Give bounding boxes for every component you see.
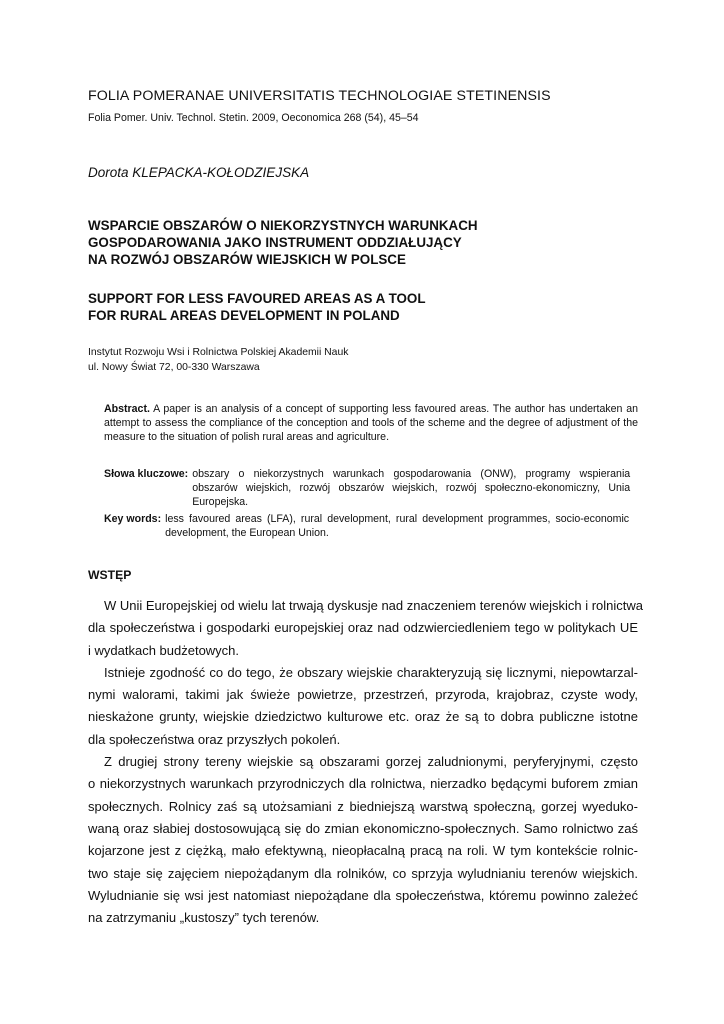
text-line: nieskażone grunty, wiejskie dziedzictwo kulturowe etc. oraz że są to dobra publiczne istotne [88, 709, 638, 725]
keywords-polish-label: Słowa kluczowe: [104, 468, 189, 480]
title-english-line: SUPPORT FOR LESS FAVOURED AREAS AS A TOOL [88, 291, 426, 306]
title-polish-line: NA ROZWÓJ OBSZARÓW WIEJSKICH W POLSCE [88, 252, 406, 267]
paragraph [88, 662, 638, 751]
keywords-polish-text: obszary o niekorzystnych warunkach gospodarowania (ONW), programy wspierania obszarów wiejskich, rozwój obszarów wiejskich, rozwój społeczno-ekonomiczny, Unia Europejska. [192, 468, 631, 508]
affiliation [88, 346, 348, 375]
text-line: W Unii Europejskiej od wielu lat trwają dyskusje nad znaczeniem terenów wiejskich i rolnictwa [104, 598, 644, 613]
text-line: kojarzone jest z ciężką, mało efektywną, nieopłacalną pracą na roli. W tym kontekście rolnic- [88, 843, 638, 859]
text-line: dla społeczeństwa oraz przyszłych pokoleń. [88, 731, 341, 747]
title-english [88, 290, 426, 324]
body-text [88, 595, 644, 929]
text-line: two staje się zajęciem niepożądanym dla rolników, co sprzyja wyludnianiu terenów wiejskich. [88, 865, 638, 881]
text-line: waną oraz słabiej dostosowującą się do zmian ekonomiczno-społecznych. Samo rolnictwo zaś [88, 820, 638, 836]
abstract [104, 402, 638, 444]
affiliation-line: Instytut Rozwoju Wsi i Rolnictwa Polskiej Akademii Nauk [88, 347, 349, 358]
section-heading: WSTĘP [88, 568, 132, 582]
title-polish-line: WSPARCIE OBSZARÓW O NIEKORZYSTNYCH WARUNKACH [88, 218, 478, 233]
text-line: społecznych. Rolnicy zaś są utożsamiani z biedniejszą warstwą społeczną, gorzej wyeduko- [88, 798, 638, 814]
affiliation-line: ul. Nowy Świat 72, 00-330 Warszawa [88, 361, 260, 373]
text-line: nymi walorami, takimi jak świeże powietrze, przestrzeń, przyroda, krajobraz, czyste wody, [88, 687, 638, 703]
author-name: Dorota KLEPACKA-KOŁODZIEJSKA [88, 165, 310, 180]
keywords-polish [104, 467, 638, 509]
title-polish [88, 217, 478, 268]
keywords-english-text: less favoured areas (LFA), rural development, rural development programmes, socio-economic development, the European Union. [165, 513, 630, 539]
journal-title: FOLIA POMERANAE UNIVERSITATIS TECHNOLOGIAE STETINENSIS [88, 88, 551, 104]
text-line: Wyludnianie się wsi jest natomiast niepożądane dla społeczeństwa, któremu powinno zależeć [88, 887, 638, 903]
title-polish-line: GOSPODAROWANIA JAKO INSTRUMENT ODDZIAŁUJĄCY [88, 235, 462, 250]
abstract-text: A paper is an analysis of a concept of supporting less favoured areas. The author has undertaken an attempt to assess the compliance of the conception and tools of the scheme and the degree of adjustment of the measure to the situation of polish rural areas and agriculture. [104, 403, 638, 443]
journal-reference: Folia Pomer. Univ. Technol. Stetin. 2009, Oeconomica 268 (54), 45–54 [88, 112, 419, 124]
text-line: Z drugiej strony tereny wiejskie są obszarami gorzej zaludnionymi, peryferyjnymi, często [104, 754, 638, 770]
text-line: o niekorzystnych warunkach przyrodniczych dla rolnictwa, nierzadko będącymi buforem zmian [88, 776, 638, 792]
keywords-english [104, 512, 638, 540]
paragraph [88, 751, 638, 929]
abstract-label: Abstract. [104, 403, 150, 415]
text-line: na zatrzymaniu „kustoszy” tych terenów. [88, 910, 320, 926]
text-line: i wydatkach budżetowych. [88, 642, 240, 658]
text-line: Istnieje zgodność co do tego, że obszary wiejskie charakteryzują się licznymi, niepowtarzal- [104, 664, 638, 680]
keywords-english-label: Key words: [104, 513, 162, 525]
title-english-line: FOR RURAL AREAS DEVELOPMENT IN POLAND [88, 308, 400, 323]
text-line: dla społeczeństwa i gospodarki europejskiej oraz nad odzwierciedleniem tego w politykach UE [88, 620, 638, 636]
paragraph [88, 595, 644, 662]
